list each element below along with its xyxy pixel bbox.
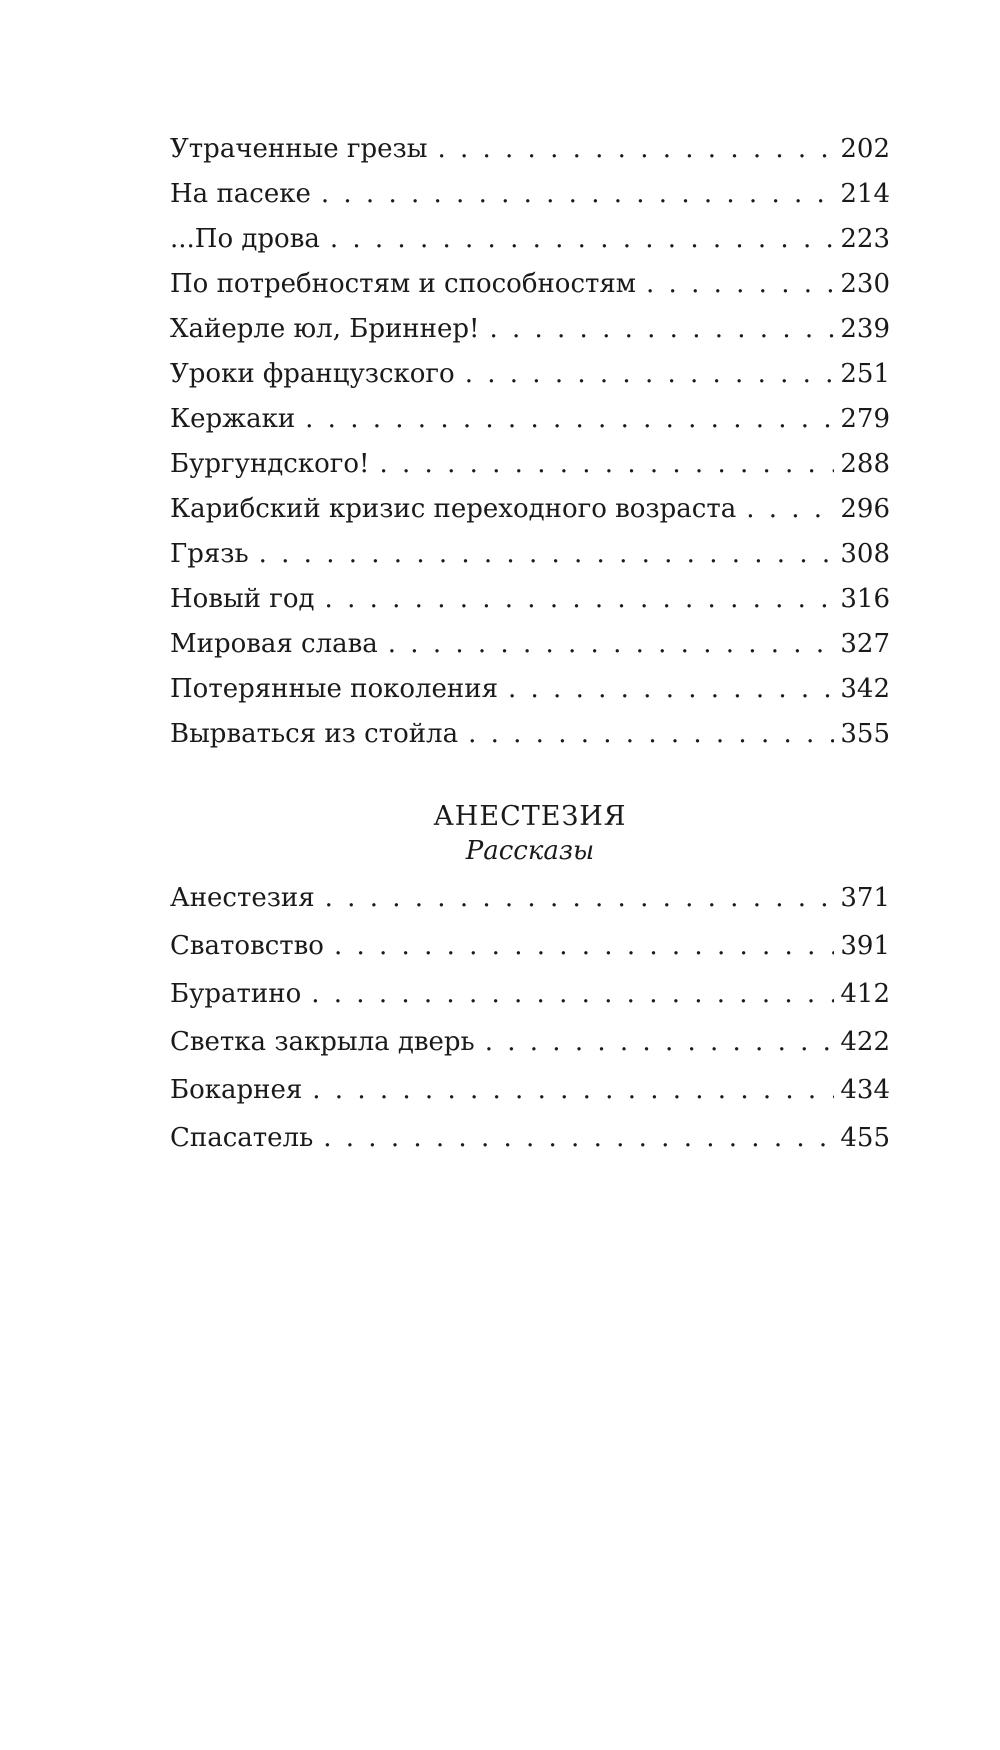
dot-leader <box>325 883 835 913</box>
dot-leader <box>508 674 834 704</box>
toc-entry-page: 251 <box>840 359 890 389</box>
toc-entry-title: Мировая слава <box>170 629 378 659</box>
toc-entry-title: Сватовство <box>170 931 324 961</box>
toc-entry-title: Вырваться из стойла <box>170 719 459 749</box>
toc-entry-page: 279 <box>840 404 890 434</box>
toc-entry-title: Карибский кризис переходного возраста <box>170 494 737 524</box>
dot-leader <box>388 629 835 659</box>
toc-entry <box>170 359 890 404</box>
toc-entry-title: Бургундского! <box>170 449 370 479</box>
toc-entry-page: 434 <box>840 1075 890 1105</box>
toc-entry-page: 230 <box>840 269 890 299</box>
toc-entry-title: ...По дрова <box>170 224 320 254</box>
toc-entry-title: Потерянные поколения <box>170 674 498 704</box>
toc-entry-title: Буратино <box>170 979 302 1009</box>
toc-entry <box>170 883 890 931</box>
toc-entry <box>170 1123 890 1171</box>
dot-leader <box>311 979 834 1009</box>
toc-entry-page: 422 <box>840 1027 890 1057</box>
toc-entry-page: 308 <box>840 539 890 569</box>
dot-leader <box>489 314 834 344</box>
toc-entry <box>170 1075 890 1123</box>
toc-entry <box>170 719 890 764</box>
toc-entry <box>170 674 890 719</box>
toc-entry-page: 455 <box>840 1123 890 1153</box>
toc-entry-page: 202 <box>840 134 890 164</box>
section-subtitle: Рассказы <box>465 836 595 866</box>
toc-entry <box>170 1027 890 1075</box>
dot-leader <box>437 134 834 164</box>
toc-entry-title: Новый год <box>170 584 315 614</box>
toc-entry-page: 288 <box>840 449 890 479</box>
toc-entry-title: Светка закрыла дверь <box>170 1027 475 1057</box>
toc-entry-title: Анестезия <box>170 883 315 913</box>
toc-entry-title: Уроки французского <box>170 359 455 389</box>
toc-entry-title: Кержаки <box>170 404 296 434</box>
toc-entry <box>170 179 890 224</box>
dot-leader <box>323 1123 834 1153</box>
toc-entry <box>170 494 890 539</box>
toc-entry-title: Бокарнея <box>170 1075 303 1105</box>
toc-entry <box>170 224 890 269</box>
dot-leader <box>330 224 835 254</box>
dot-leader <box>468 719 834 749</box>
toc-entry-title: Спасатель <box>170 1123 314 1153</box>
section-title: АНЕСТЕЗИЯ <box>433 801 627 832</box>
toc-entry-page: 239 <box>840 314 890 344</box>
toc-entry <box>170 584 890 629</box>
toc-entry <box>170 269 890 314</box>
toc-entry-title: По потребностям и способностям <box>170 269 637 299</box>
toc-entry <box>170 979 890 1027</box>
toc-entry <box>170 134 890 179</box>
toc-entry-title: Утраченные грезы <box>170 134 428 164</box>
dot-leader <box>321 179 835 209</box>
table-of-contents-part-1 <box>170 134 890 764</box>
dot-leader <box>325 584 835 614</box>
toc-entry <box>170 404 890 449</box>
toc-entry-page: 355 <box>840 719 890 749</box>
dot-leader <box>646 269 834 299</box>
toc-entry-page: 412 <box>840 979 890 1009</box>
toc-entry-page: 371 <box>840 883 890 913</box>
dot-leader <box>312 1075 834 1105</box>
toc-entry-title: Грязь <box>170 539 249 569</box>
toc-entry <box>170 314 890 359</box>
toc-entry <box>170 931 890 979</box>
toc-entry-page: 391 <box>840 931 890 961</box>
section-heading <box>170 800 890 868</box>
dot-leader <box>380 449 835 479</box>
toc-entry-title: На пасеке <box>170 179 311 209</box>
dot-leader <box>746 494 834 524</box>
toc-entry <box>170 539 890 584</box>
toc-entry-page: 296 <box>840 494 890 524</box>
toc-entry-page: 223 <box>840 224 890 254</box>
toc-entry-title: Хайерле юл, Бриннер! <box>170 314 480 344</box>
table-of-contents-part-2 <box>170 883 890 1171</box>
toc-entry <box>170 449 890 494</box>
toc-entry-page: 316 <box>840 584 890 614</box>
dot-leader <box>259 539 835 569</box>
toc-entry-page: 327 <box>840 629 890 659</box>
dot-leader <box>305 404 834 434</box>
toc-entry-page: 342 <box>840 674 890 704</box>
dot-leader <box>485 1027 835 1057</box>
dot-leader <box>334 931 834 961</box>
dot-leader <box>465 359 835 389</box>
toc-entry <box>170 629 890 674</box>
toc-entry-page: 214 <box>840 179 890 209</box>
